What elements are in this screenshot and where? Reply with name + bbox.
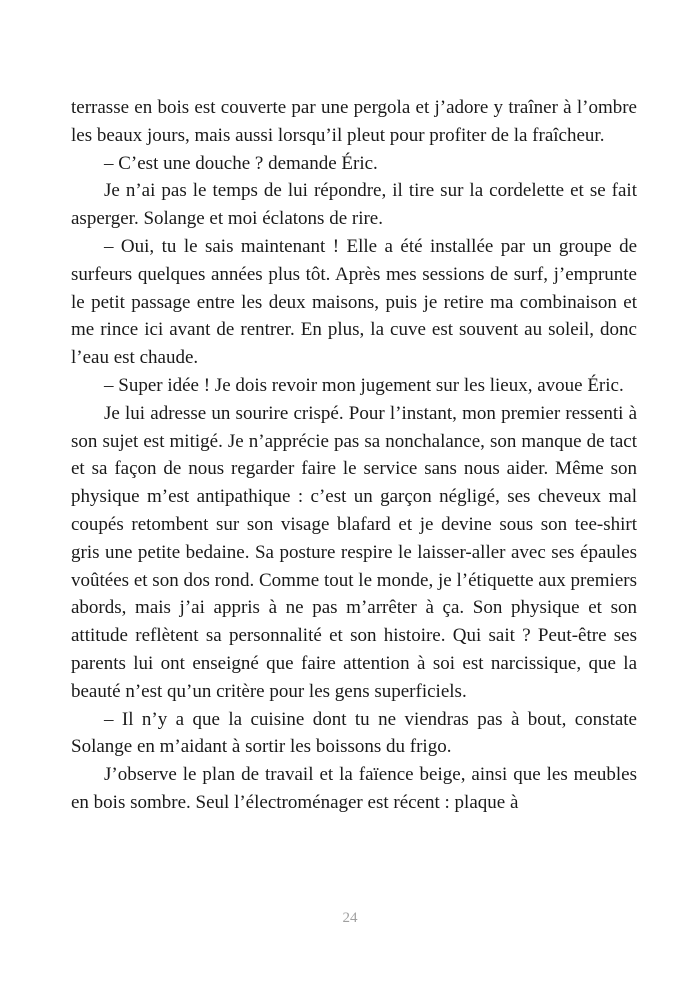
paragraph-1: terrasse en bois est couverte par une pergola et j’adore y traîner à l’ombre les beaux jours, mais aussi lorsqu’il pleut pour profiter de la fraîcheur. bbox=[71, 97, 637, 146]
paragraph-6: Je lui adresse un sourire crispé. Pour l’instant, mon premier ressenti à son sujet est mitigé. Je n’apprécie pas sa nonchalance, son manque de tact et sa façon de nous regarder faire le service sans nous aider. Même son physique m’est antipathique : c’est un garçon négligé, ses cheveux mal coupés retombent sur son visage blafard et je devine sous son tee-shirt gris une petite bedaine. Sa posture respire le laisser-aller avec ses épaules voûtées et son dos rond. Comme tout le monde, je l’étiquette aux premiers abords, mais j’ai appris à ne pas m’arrêter à ça. Son physique et son attitude reflètent sa personnalité et son histoire. Qui sait ? Peut-être ses parents lui ont enseigné que faire attention à soi est narcissique, que la beauté n’est qu’un critère pour les gens superficiels. bbox=[71, 402, 637, 702]
paragraph-7: – Il n’y a que la cuisine dont tu ne viendras pas à bout, constate Solange en m’aidant à sortir les boissons du frigo. bbox=[71, 708, 637, 758]
paragraph-5: – Super idée ! Je dois revoir mon jugement sur les lieux, avoue Éric. bbox=[104, 374, 624, 396]
paragraph-2: – C’est une douche ? demande Éric. bbox=[104, 152, 378, 174]
body-text bbox=[71, 94, 637, 817]
paragraph-8: J’observe le plan de travail et la faïence beige, ainsi que les meubles en bois sombre. Seul l’électroménager est récent : plaque à bbox=[71, 764, 637, 813]
page-number: 24 bbox=[342, 910, 358, 926]
paragraph-3: Je n’ai pas le temps de lui répondre, il tire sur la cordelette et se fait asperger. Solange et moi éclatons de rire. bbox=[71, 180, 637, 230]
paragraph-4: – Oui, tu le sais maintenant ! Elle a été installée par un groupe de surfeurs quelques années plus tôt. Après mes sessions de surf, j’emprunte le petit passage entre les deux maisons, puis je retire ma combinaison et me rince ici avant de rentrer. En plus, la cuve est souvent au soleil, donc l’eau est chaude. bbox=[71, 235, 637, 369]
